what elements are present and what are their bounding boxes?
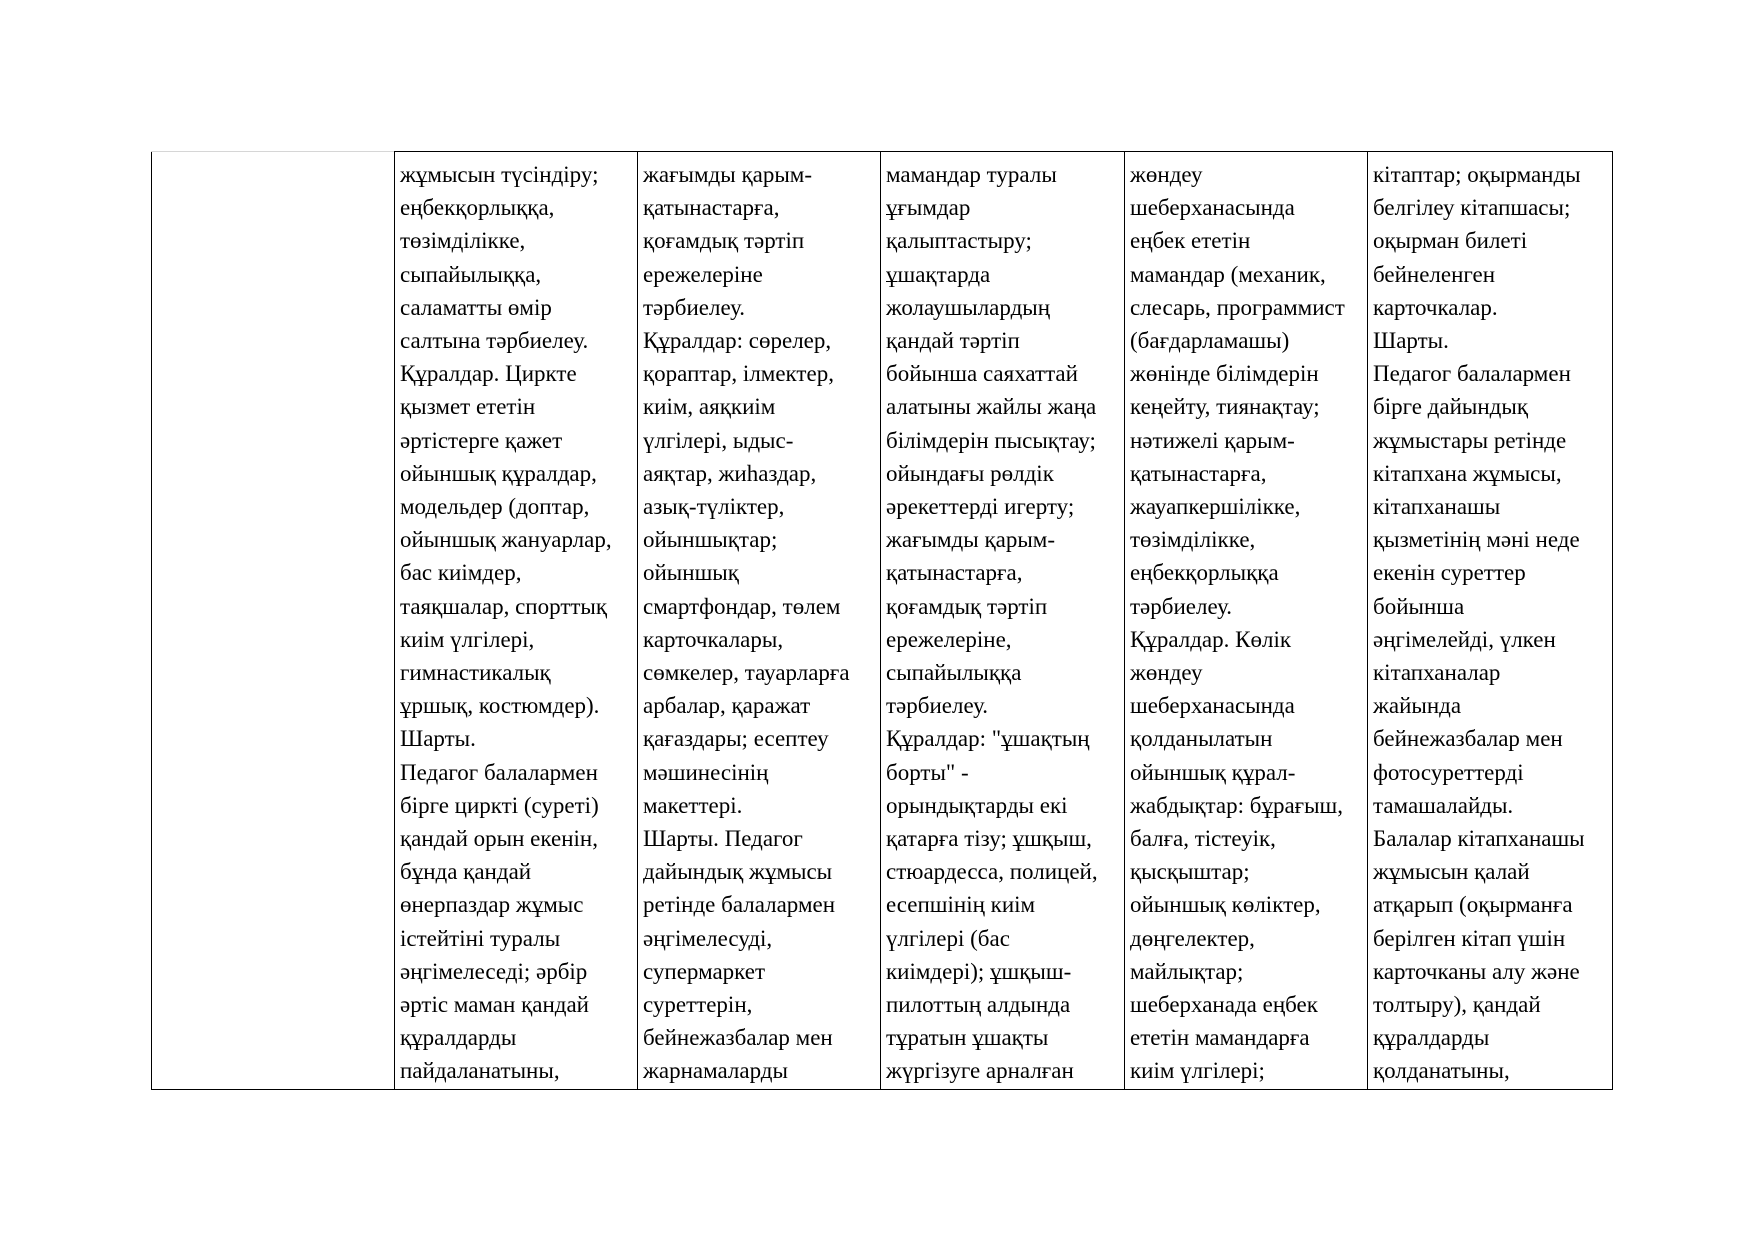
table-cell-library: кітаптар; оқырманды белгілеу кітапшасы; оқырман билеті бейнеленген карточкалар. Шарты. Педагог балалармен бірге дайындық жұмыстары ретінде кітапхана жұмысы, кітапханашы қызметінің мәні неде екенін суреттер бойынша әңгімелейді, үлкен кітапханалар жайында бейнежазбалар мен фотосуреттерді тамашалайды. Балалар кітапханашы жұмысын қалай атқарып (оқырманға берілген кітап үшін карточканы алу және толтыру), қандай құралдарды қолданатыны, <box>1368 152 1613 1090</box>
document-table <box>151 151 1613 1090</box>
table-row <box>152 152 1613 1090</box>
table-cell-supermarket: жағымды қарым- қатынастарға, қоғамдық тәртіп ережелеріне тәрбиелеу. Құралдар: сөрелер, қораптар, ілмектер, киім, аяқкиім үлгілері, ыдыс- аяқтар, жиһаздар, азық-түліктер, ойыншықтар; ойыншық смартфондар, төлем карточкалары, сөмкелер, тауарларға арбалар, қаражат қағаздары; есептеу мәшинесінің макеттері. Шарты. Педагог дайындық жұмысы ретінде балалармен әңгімелесуді, супермаркет суреттерін, бейнежазбалар мен жарнамаларды <box>638 152 881 1090</box>
table-cell-empty <box>152 152 395 1090</box>
table-cell-airplane: мамандар туралы ұғымдар қалыптастыру; ұшақтарда жолаушылардың қандай тәртіп бойынша саяхаттай алатыны жайлы жаңа білімдерін пысықтау; ойындағы рөлдік әрекеттерді игерту; жағымды қарым- қатынастарға, қоғамдық тәртіп ережелеріне, сыпайылыққа тәрбиелеу. Құралдар: "ұшақтың борты" - орындықтарды екі қатарға тізу; ұшқыш, стюардесса, полицей, есепшінің киім үлгілері (бас киімдері); ұшқыш- пилоттың алдында тұратын ұшақты жүргізуге арналған <box>881 152 1125 1090</box>
table-cell-circus: жұмысын түсіндіру; еңбекқорлыққа, төзімділікке, сыпайылыққа, саламатты өмір салтына тәрбиелеу. Құралдар. Циркте қызмет ететін әртістерге қажет ойыншық құралдар, модельдер (доптар, ойыншық жануарлар, бас киімдер, таяқшалар, спорттық киім үлгілері, гимнастикалық ұршық, костюмдер). Шарты. Педагог балалармен бірге циркті (суреті) қандай орын екенін, бұнда қандай өнерпаздар жұмыс істейтіні туралы әңгімелеседі; әрбір әртіс маман қандай құралдарды пайдаланатыны, <box>395 152 638 1090</box>
table-cell-car-repair: жөндеу шеберханасында еңбек ететін мамандар (механик, слесарь, программист (бағдарламашы) жөнінде білімдерін кеңейту, тиянақтау; нәтижелі қарым- қатынастарға, жауапкершілікке, төзімділікке, еңбекқорлыққа тәрбиелеу. Құралдар. Көлік жөндеу шеберханасында қолданылатын ойыншық құрал- жабдықтар: бұрағыш, балға, тістеуік, қысқыштар; ойыншық көліктер, дөңгелектер, майлықтар; шеберханада еңбек ететін мамандарға киім үлгілері; <box>1125 152 1368 1090</box>
